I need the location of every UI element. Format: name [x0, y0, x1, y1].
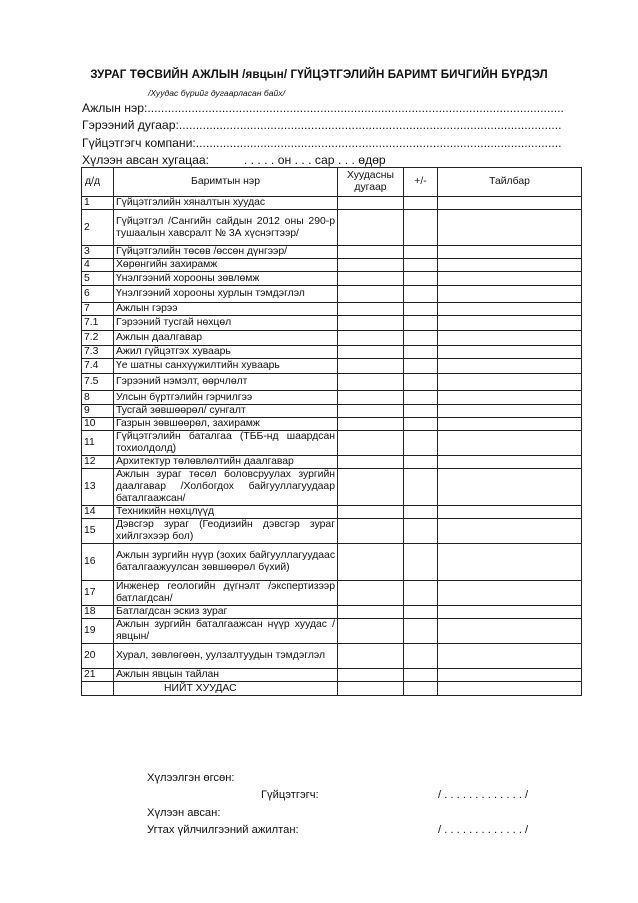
row-remark-cell: [438, 272, 582, 286]
row-plus-minus-cell: [404, 374, 438, 391]
staff-signature-line: / . . . . . . . . . . . . . /: [438, 824, 529, 836]
table-row: [82, 682, 582, 696]
delivered-by-label: Хүлээлгэн өгсөн:: [147, 772, 235, 784]
document-subtitle: /Хуудас бүрийг дугаарласан байх/: [148, 88, 285, 98]
row-plus-minus-cell: [404, 272, 438, 286]
row-document-name: Гүйцэтгэлийн баталгаа (ТББ-нд шаардсан тохиолдолд): [114, 431, 338, 456]
row-page-number-cell: [338, 316, 404, 331]
row-document-name: Газрын зөвшөөрөл, захирамж: [114, 418, 338, 431]
row-number: 10: [82, 418, 114, 431]
row-document-name: Гэрээний тусгай нөхцөл: [114, 316, 338, 331]
row-remark-cell: [438, 431, 582, 456]
row-page-number-cell: [338, 359, 404, 374]
row-number: 4: [82, 259, 114, 272]
row-number: 19: [82, 619, 114, 644]
deadline-value: . . . . . он . . . сар . . . өдөр: [243, 153, 386, 167]
row-remark-cell: [438, 346, 582, 359]
row-document-name: Үнэлгээний хорооны зөвлөмж: [114, 272, 338, 286]
row-document-name: Ажлын зургийн баталгаажсан нүүр хуудас /явцын/: [114, 619, 338, 644]
row-plus-minus-cell: [404, 197, 438, 210]
row-page-number-cell: [338, 418, 404, 431]
row-plus-minus-cell: [404, 286, 438, 303]
contractor-field: Гүйцэтгэгч компани:............................................................................................................: [82, 136, 562, 150]
row-plus-minus-cell: [404, 456, 438, 469]
row-plus-minus-cell: [404, 581, 438, 606]
row-plus-minus-cell: [404, 619, 438, 644]
row-number: 11: [82, 431, 114, 456]
row-number: 21: [82, 669, 114, 682]
row-plus-minus-cell: [404, 346, 438, 359]
row-page-number-cell: [338, 669, 404, 682]
header-document-name: Баримтын нэр: [114, 168, 338, 197]
row-plus-minus-cell: [404, 606, 438, 619]
row-page-number-cell: [338, 374, 404, 391]
row-page-number-cell: [338, 197, 404, 210]
table-row: [82, 272, 582, 286]
deadline-label: Хүлээн авсан хугацаа:: [82, 153, 210, 167]
row-number: 17: [82, 581, 114, 606]
table-row: [82, 303, 582, 316]
work-name-field: Ажлын нэр:...........................................................................................................................: [82, 101, 564, 115]
table-row: [82, 669, 582, 682]
row-number: 9: [82, 405, 114, 418]
row-page-number-cell: [338, 246, 404, 259]
row-page-number-cell: [338, 469, 404, 506]
table-row: [82, 606, 582, 619]
row-page-number-cell: [338, 210, 404, 246]
row-page-number-cell: [338, 456, 404, 469]
row-remark-cell: [438, 374, 582, 391]
table-row: [82, 346, 582, 359]
row-document-name: Үе шатны санхүүжилтийн хуваарь: [114, 359, 338, 374]
table-row: [82, 246, 582, 259]
table-row: [82, 210, 582, 246]
row-document-name: Архитектур төлөвлөлтийн даалгавар: [114, 456, 338, 469]
row-page-number-cell: [338, 619, 404, 644]
row-remark-cell: [438, 331, 582, 346]
row-plus-minus-cell: [404, 259, 438, 272]
row-remark-cell: [438, 619, 582, 644]
row-remark-cell: [438, 359, 582, 374]
row-plus-minus-cell: [404, 469, 438, 506]
table-row: [82, 391, 582, 405]
table-row: [82, 374, 582, 391]
table-row: [82, 469, 582, 506]
row-number: 12: [82, 456, 114, 469]
row-number: 18: [82, 606, 114, 619]
row-document-name: Гэрээний нэмэлт, өөрчлөлт: [114, 374, 338, 391]
row-plus-minus-cell: [404, 391, 438, 405]
row-page-number-cell: [338, 544, 404, 581]
table-row: [82, 431, 582, 456]
row-document-name: Гүйцэтгэлийн төсөв /өссөн дүнгээр/: [114, 246, 338, 259]
row-plus-minus-cell: [404, 331, 438, 346]
row-remark-cell: [438, 303, 582, 316]
table-row: [82, 619, 582, 644]
row-remark-cell: [438, 391, 582, 405]
table-row: [82, 359, 582, 374]
row-number: 15: [82, 519, 114, 544]
row-number: 8: [82, 391, 114, 405]
row-page-number-cell: [338, 606, 404, 619]
table-row: [82, 405, 582, 418]
header-plus-minus: +/-: [404, 168, 438, 197]
row-plus-minus-cell: [404, 210, 438, 246]
row-page-number-cell: [338, 506, 404, 519]
row-document-name: Хөрөнгийн захирамж: [114, 259, 338, 272]
row-plus-minus-cell: [404, 303, 438, 316]
row-plus-minus-cell: [404, 405, 438, 418]
row-number: 7.3: [82, 346, 114, 359]
row-document-name: Техникийн нөхцлүүд: [114, 506, 338, 519]
row-page-number-cell: [338, 431, 404, 456]
row-remark-cell: [438, 418, 582, 431]
contractor-label: Гүйцэтгэгч:: [261, 789, 319, 801]
reception-staff-label: Угтах үйлчилгээний ажилтан:: [147, 824, 299, 836]
row-document-name: Дэвсгэр зураг (Геодизийн дэвсгэр зураг хийлгэхээр бол): [114, 519, 338, 544]
row-document-name: Ажлын даалгавар: [114, 331, 338, 346]
row-plus-minus-cell: [404, 359, 438, 374]
row-number: 16: [82, 544, 114, 581]
row-document-name: Ажлын зураг төсөл боловсруулах зургийн даалгавар /Холбогдох байгууллагуудаар баталгаажсан/: [114, 469, 338, 506]
row-plus-minus-cell: [404, 316, 438, 331]
row-remark-cell: [438, 246, 582, 259]
header-page-number: Хуудасны дугаар: [338, 168, 404, 197]
row-document-name: Ажлын гэрээ: [114, 303, 338, 316]
row-plus-minus-cell: [404, 431, 438, 456]
row-page-number-cell: [338, 682, 404, 696]
row-document-name: Тусгай зөвшөөрөл/ сунгалт: [114, 405, 338, 418]
row-page-number-cell: [338, 346, 404, 359]
row-document-name: Ажил гүйцэтгэх хуваарь: [114, 346, 338, 359]
row-document-name: Гүйцэтгэлийн хяналтын хуудас: [114, 197, 338, 210]
row-number: 7.4: [82, 359, 114, 374]
row-document-name: Инженер геологийн дүгнэлт /экспертизээр батлагдсан/: [114, 581, 338, 606]
row-remark-cell: [438, 259, 582, 272]
row-page-number-cell: [338, 405, 404, 418]
row-page-number-cell: [338, 519, 404, 544]
documents-table: [81, 167, 582, 696]
row-document-name: Үнэлгээний хорооны хурлын тэмдэглэл: [114, 286, 338, 303]
row-page-number-cell: [338, 286, 404, 303]
row-plus-minus-cell: [404, 644, 438, 669]
row-remark-cell: [438, 456, 582, 469]
row-number: 14: [82, 506, 114, 519]
contractor-signature-line: / . . . . . . . . . . . . . /: [438, 789, 529, 801]
table-row: [82, 331, 582, 346]
row-number: 6: [82, 286, 114, 303]
row-remark-cell: [438, 682, 582, 696]
row-document-name: Гүйцэтгэл /Сангийн сайдын 2012 оны 290-р тушаалын хавсралт № 3А хүснэгтээр/: [114, 210, 338, 246]
row-remark-cell: [438, 519, 582, 544]
row-number: 1: [82, 197, 114, 210]
row-number: [82, 682, 114, 696]
row-number: 3: [82, 246, 114, 259]
deadline-field: [82, 153, 386, 167]
table-row: [82, 506, 582, 519]
row-number: 13: [82, 469, 114, 506]
row-page-number-cell: [338, 644, 404, 669]
row-remark-cell: [438, 644, 582, 669]
table-row: [82, 197, 582, 210]
row-remark-cell: [438, 316, 582, 331]
table-row: [82, 544, 582, 581]
row-number: 20: [82, 644, 114, 669]
table-row: [82, 519, 582, 544]
header-number: д/д: [82, 168, 114, 197]
row-number: 2: [82, 210, 114, 246]
row-document-name: Ажлын явцын тайлан: [114, 669, 338, 682]
row-document-name: Улсын бүртгэлийн гэрчилгээ: [114, 391, 338, 405]
row-remark-cell: [438, 506, 582, 519]
row-document-name: Батлагдсан эскиз зураг: [114, 606, 338, 619]
row-plus-minus-cell: [404, 682, 438, 696]
table-row: [82, 456, 582, 469]
row-number: 7: [82, 303, 114, 316]
row-remark-cell: [438, 197, 582, 210]
row-plus-minus-cell: [404, 519, 438, 544]
row-plus-minus-cell: [404, 418, 438, 431]
row-plus-minus-cell: [404, 669, 438, 682]
row-number: 7.2: [82, 331, 114, 346]
table-row: [82, 286, 582, 303]
row-number: 5: [82, 272, 114, 286]
row-page-number-cell: [338, 259, 404, 272]
row-page-number-cell: [338, 272, 404, 286]
row-page-number-cell: [338, 581, 404, 606]
row-remark-cell: [438, 469, 582, 506]
row-page-number-cell: [338, 303, 404, 316]
row-remark-cell: [438, 669, 582, 682]
row-plus-minus-cell: [404, 246, 438, 259]
contract-number-field: Гэрээний дугаар:.................................................................................................................: [82, 118, 562, 132]
row-plus-minus-cell: [404, 544, 438, 581]
table-row: [82, 644, 582, 669]
row-page-number-cell: [338, 331, 404, 346]
row-document-name: НИЙТ ХУУДАС: [114, 682, 338, 696]
row-remark-cell: [438, 544, 582, 581]
received-by-label: Хүлээн авсан:: [147, 807, 221, 819]
row-document-name: Ажлын зургийн нүүр (зохих байгууллагуудаас баталгаажуулсан зөвшөөрөл бүхий): [114, 544, 338, 581]
row-document-name: Хурал, зөвлөгөөн, уулзалтуудын тэмдэглэл: [114, 644, 338, 669]
row-remark-cell: [438, 581, 582, 606]
row-remark-cell: [438, 210, 582, 246]
row-number: 7.5: [82, 374, 114, 391]
document-title: ЗУРАГ ТӨСВИЙН АЖЛЫН /явцын/ ГҮЙЦЭТГЭЛИЙН БАРИМТ БИЧГИЙН БҮРДЭЛ: [90, 68, 548, 81]
row-plus-minus-cell: [404, 506, 438, 519]
table-row: [82, 581, 582, 606]
row-remark-cell: [438, 405, 582, 418]
table-row: [82, 316, 582, 331]
row-remark-cell: [438, 286, 582, 303]
row-number: 7.1: [82, 316, 114, 331]
row-page-number-cell: [338, 391, 404, 405]
header-remark: Тайлбар: [438, 168, 582, 197]
row-remark-cell: [438, 606, 582, 619]
table-row: [82, 259, 582, 272]
table-row: [82, 418, 582, 431]
